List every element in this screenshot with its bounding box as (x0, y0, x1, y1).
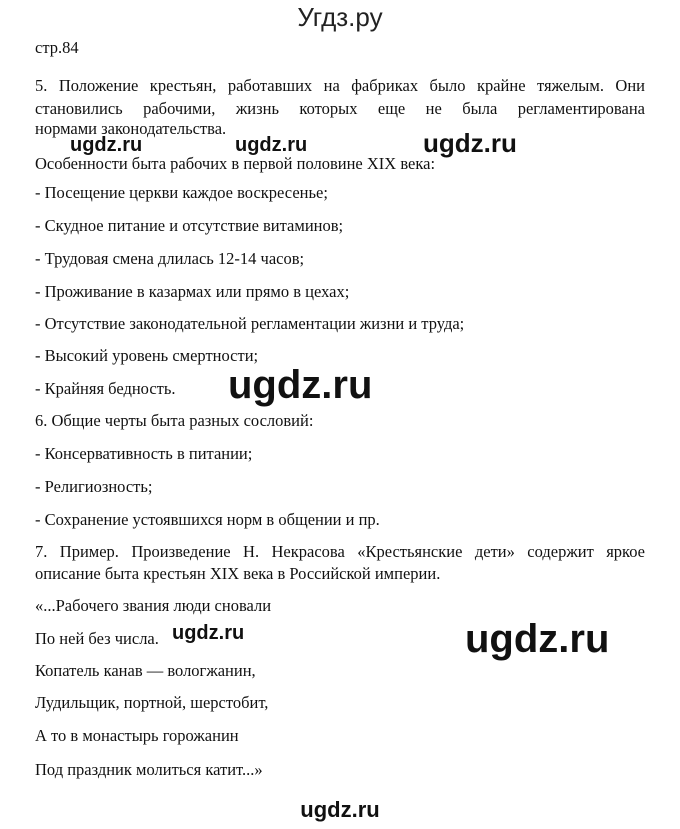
answer-5-heading: Особенности быта рабочих в первой половине XIX века: (35, 154, 436, 173)
answer-5-item: - Отсутствие законодательной регламентации жизни и труда; (35, 314, 465, 333)
answer-6-heading: 6. Общие черты быта разных сословий: (35, 411, 314, 430)
answer-6-item: - Сохранение устоявшихся норм в общении и пр. (35, 510, 380, 529)
watermark-mid-1: ugdz.ru (423, 128, 517, 158)
poem-line: Под праздник молиться катит...» (35, 760, 263, 779)
page-reference: стр.84 (35, 38, 79, 57)
answer-7-line-2: описание быта крестьян XIX века в Российской империи. (35, 564, 441, 583)
answer-6-item: - Религиозность; (35, 477, 153, 496)
poem-line: «...Рабочего звания люди сновали (35, 596, 272, 615)
answer-5-item: - Скудное питание и отсутствие витаминов; (35, 216, 344, 235)
poem-line: А то в монастырь горожанин (35, 726, 239, 745)
poem-line: Копатель канав — вологжанин, (35, 661, 256, 680)
answer-5-item: - Высокий уровень смертности; (35, 346, 259, 365)
watermark-small-2: ugdz.ru (172, 622, 245, 644)
answer-5-item: - Посещение церкви каждое воскресенье; (35, 183, 328, 202)
answer-7-line-1: 7. Пример. Произведение Н. Некрасова «Крестьянские дети» содержит яркое (35, 542, 645, 561)
answer-5-line-1: 5. Положение крестьян, работавших на фабриках было крайне тяжелым. Они (35, 76, 645, 95)
answer-5-line-2: становились рабочими, жизнь которых еще не была регламентирована (35, 99, 645, 118)
site-title: Угдз.ру (297, 2, 383, 32)
footer-watermark: ugdz.ru (300, 797, 380, 822)
answer-5-line-3: нормами законодательства. (35, 119, 227, 138)
poem-line: Лудильщик, портной, шерстобит, (35, 693, 269, 712)
watermark-big-2: ugdz.ru (465, 617, 610, 661)
answer-5-item: - Крайняя бедность. (35, 379, 176, 398)
answer-5-item: - Проживание в казармах или прямо в цехах; (35, 282, 350, 301)
watermark-big-1: ugdz.ru (228, 363, 373, 407)
watermark-small-1b: ugdz.ru (235, 134, 308, 156)
poem-line: По ней без числа. (35, 629, 159, 648)
watermark-small-1: ugdz.ru (70, 134, 143, 156)
answer-6-item: - Консервативность в питании; (35, 444, 253, 463)
answer-5-item: - Трудовая смена длилась 12-14 часов; (35, 249, 305, 268)
